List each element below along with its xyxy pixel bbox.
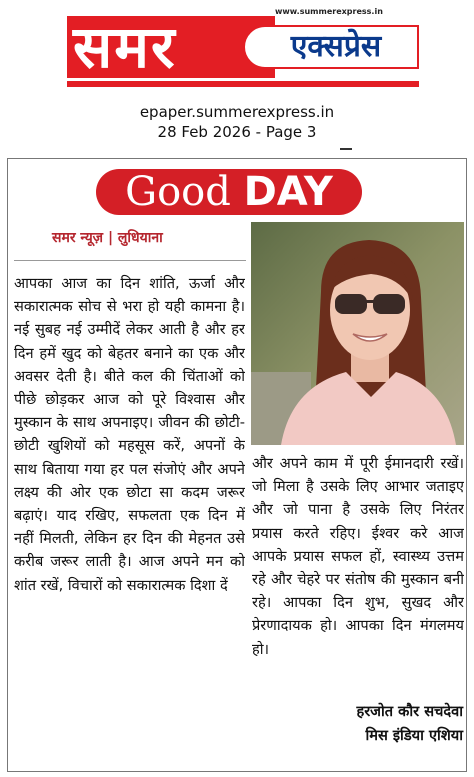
masthead-name-left: समर bbox=[67, 16, 275, 78]
masthead-name-right: एक्सप्रेस bbox=[243, 25, 419, 69]
article-body-left-column: आपका आज का दिन शांति, ऊर्जा और सकारात्मक सोच से भरा हो यही कामना है। नई सुबह नई उम्मीदें लेकर आती है और हर दिन हमें खुद को बेहतर बनाने का एक और अवसर देती है। बीते कल की चिंताओं को पीछे छोड़कर आज को पूरे विश्वास और मुस्कान के साथ अपनाइए। जीवन की छोटी-छोटी खुशियों को महसूस करें, अपनों के साथ बिताया गया हर पल संजोएं और अपने लक्ष्य की ओर एक छोटा सा कदम जरूर बढ़ाएं। याद रखिए, सफलता एक दिन में नहीं मिलती, लेकिन हर दिन की मेहनत उसे करीब जरूर लाती है। आज अपने मन को शांत रखें, विचारों को सकारात्मक दिशा दें bbox=[14, 275, 245, 594]
signature-name: हरजोत कौर सचदेवा bbox=[356, 703, 463, 720]
article-byline: समर न्यूज़ | लुधियाना bbox=[52, 230, 163, 246]
masthead-logo bbox=[67, 5, 419, 91]
masthead-url: www.summerexpress.in bbox=[275, 7, 383, 16]
good-day-banner bbox=[96, 169, 362, 215]
banner-word-day: DAY bbox=[243, 169, 333, 215]
woman-with-sunglasses-photo bbox=[251, 222, 464, 445]
epaper-url: epaper.summerexpress.in bbox=[139, 103, 335, 121]
masthead-underline bbox=[67, 81, 419, 87]
byline-divider bbox=[14, 260, 246, 261]
article-body-right-column: और अपने काम में पूरी ईमानदारी रखें। जो मिला है उसके लिए आभार जताइए और जो पाना है उसके लिए निरंतर प्रयास करते रहिए। ईश्वर करे आज आपके प्रयास सफल हों, स्वास्थ्य उत्तम रहे और चेहरे पर संतोष की मुस्कान बनी रहे। आपका दिन शुभ, सुखद और प्रेरणादायक हो। आपका दिन मंगलमय हो। bbox=[252, 455, 464, 658]
decorative-dash bbox=[340, 148, 352, 150]
banner-word-good: Good bbox=[125, 169, 231, 215]
signature-title: मिस इंडिया एशिया bbox=[365, 727, 463, 744]
edition-date-page: 28 Feb 2026 - Page 3 bbox=[157, 123, 317, 141]
